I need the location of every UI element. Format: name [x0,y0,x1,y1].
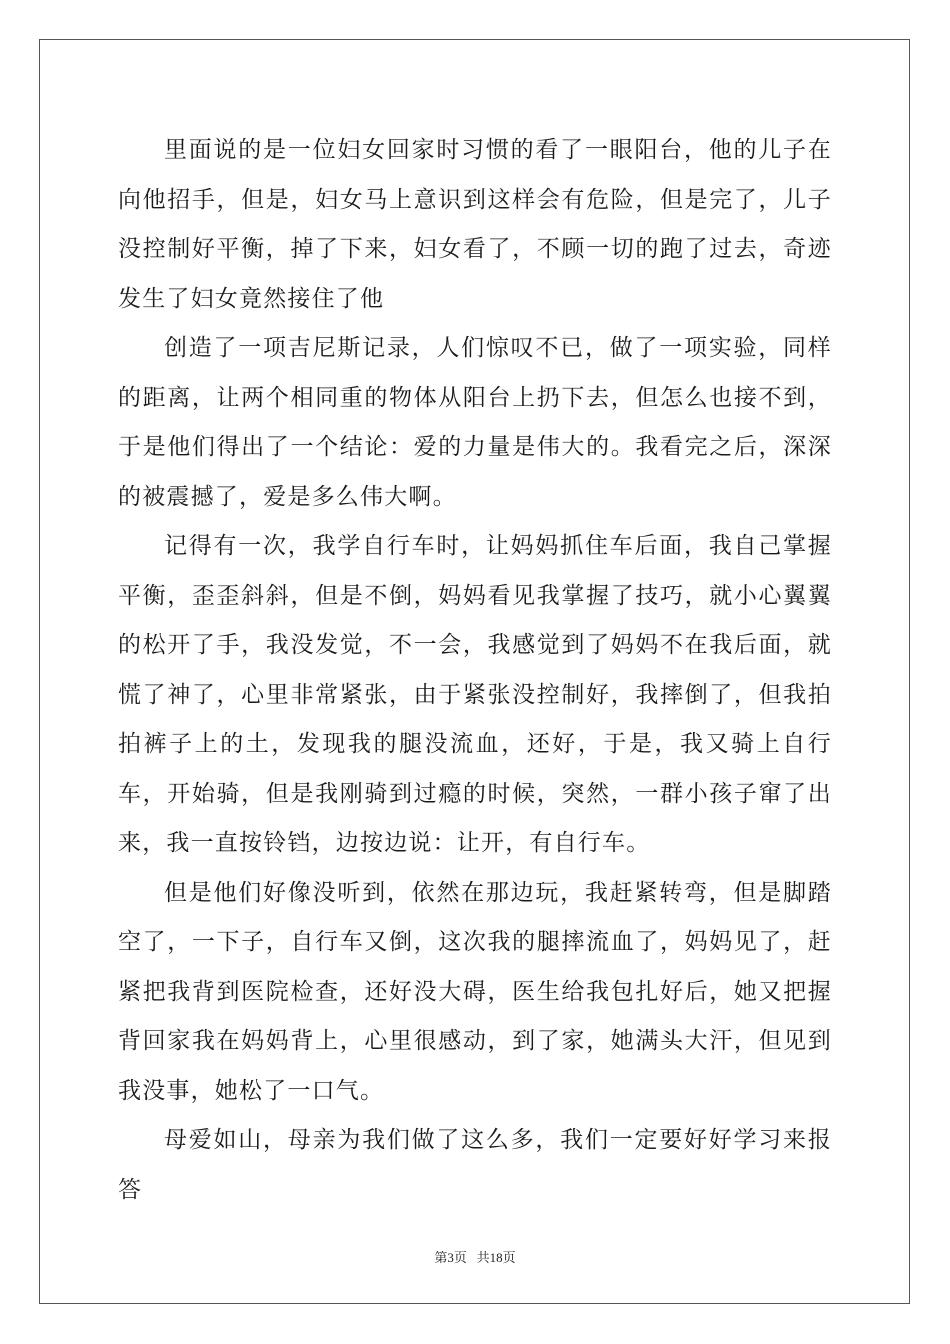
paragraph-4: 但是他们好像没听到，依然在那边玩，我赶紧转弯，但是脚踏空了，一下子，自行车又倒，这次我的腿摔流血了，妈妈见了，赶紧把我背到医院检查，还好没大碍，医生给我包扎好后，她又把握背回家我在妈妈背上，心里很感动，到了家，她满头大汗，但见到我没事，她松了一口气。 [118,879,832,1104]
paragraph-5: 母爱如山，母亲为我们做了这么多，我们一定要好好学习来报答 [118,1127,832,1203]
paragraph-3: 记得有一次，我学自行车时，让妈妈抓住车后面，我自己掌握平衡，歪歪斜斜，但是不倒，妈妈看见我掌握了技巧，就小心翼翼的松开了手，我没发觉，不一会，我感觉到了妈妈不在我后面，就慌了神了，心里非常紧张，由于紧张没控制好，我摔倒了，但我拍拍裤子上的土，发现我的腿没流血，还好，于是，我又骑上自行车，开始骑，但是我刚骑到过瘾的时候，突然，一群小孩子窜了出来，我一直按铃铛，边按边说：让开，有自行车。 [118,533,832,856]
document-body [118,126,832,1215]
page-total: 共18页 [476,1250,516,1265]
paragraph-2: 创造了一项吉尼斯记录，人们惊叹不已，做了一项实验，同样的距离，让两个相同重的物体从阳台上扔下去，但怎么也接不到，于是他们得出了一个结论：爱的力量是伟大的。我看完之后，深深的被震撼了，爱是多么伟大啊。 [118,335,832,510]
paragraph-1: 里面说的是一位妇女回家时习惯的看了一眼阳台，他的儿子在向他招手，但是，妇女马上意识到这样会有危险，但是完了，儿子没控制好平衡，掉了下来，妇女看了，不顾一切的跑了过去，奇迹发生了妇女竟然接住了他 [118,137,832,312]
page-number: 第3页 [434,1250,467,1265]
page-footer [0,1247,950,1266]
